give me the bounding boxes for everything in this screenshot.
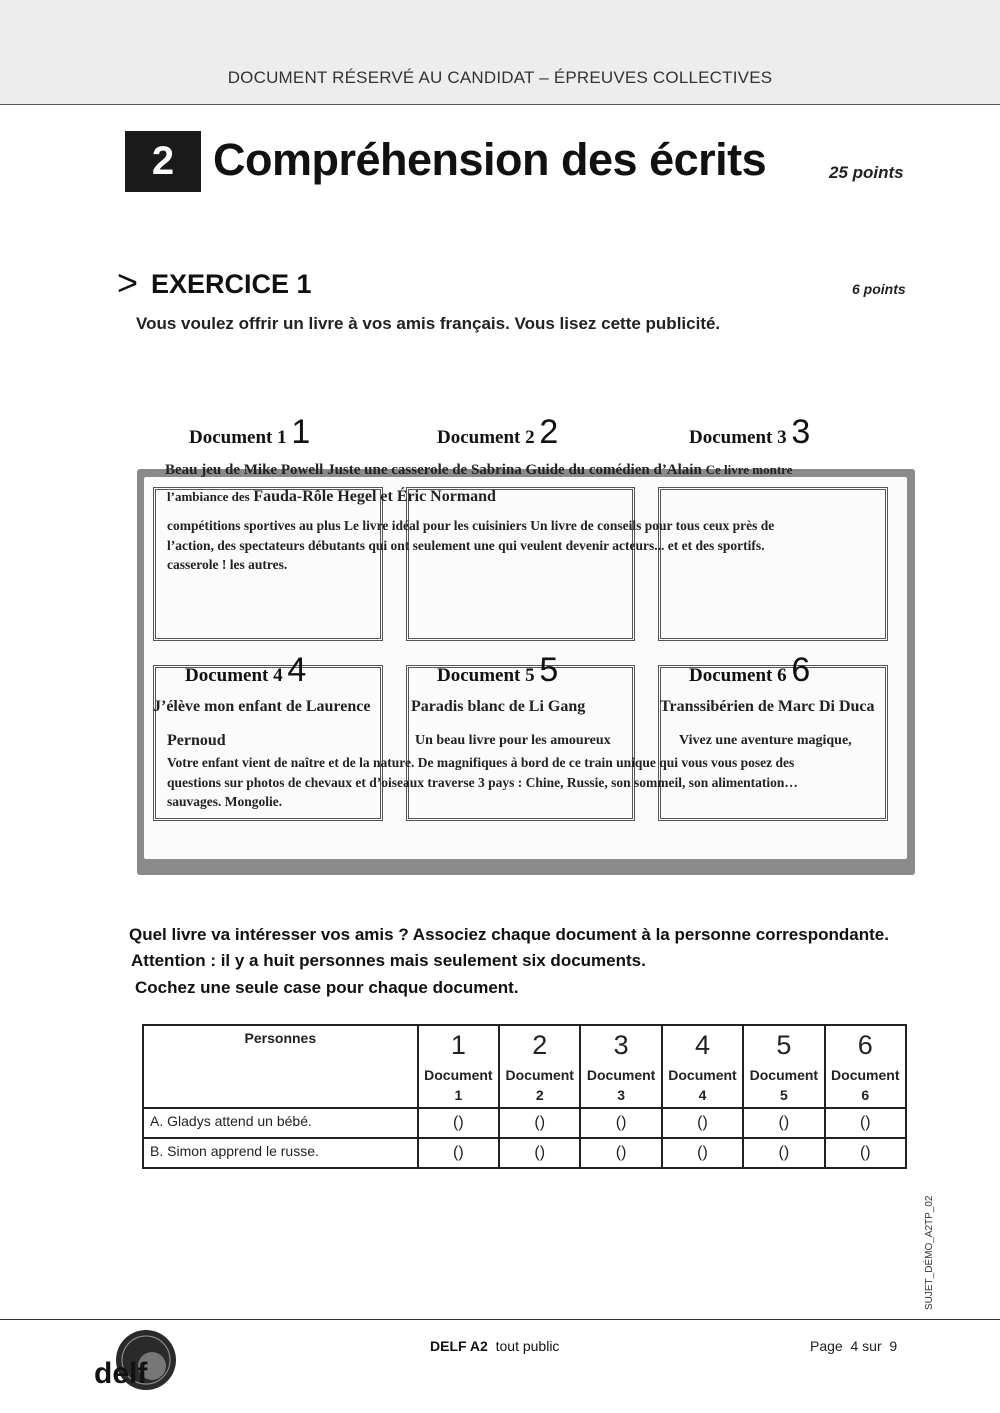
document-heading	[437, 651, 558, 690]
table-header-row	[143, 1025, 906, 1108]
document-code: SUJET_DÉMO_A2TP_02	[924, 1195, 935, 1310]
document-heading	[689, 651, 810, 690]
ad-text-line: l’action, des spectateurs débutants qui ont seulement une qui veulent devenir acteurs... et et des sportifs.	[167, 538, 765, 553]
answer-checkbox[interactable]: ()	[825, 1108, 906, 1138]
document-heading	[689, 413, 810, 452]
ad-text-line: compétitions sportives au plus Le livre idéal pour les cuisiniers Un livre de conseils pour tous ceux près de	[167, 518, 775, 533]
document-label: Document 6	[689, 665, 787, 686]
ad-doc4-title-cont: Pernoud	[167, 732, 226, 749]
ad-text-line: l’ambiance des Fauda-Rôle Hegel et Éric Normand	[167, 488, 496, 505]
document-box-3	[658, 487, 888, 641]
document-label: Document 5	[437, 665, 535, 686]
document-box-2	[406, 487, 635, 641]
document-heading	[437, 413, 558, 452]
ad-doc5-subtitle: Un beau livre pour les amoureux	[415, 733, 611, 748]
instruction-line-2: Attention : il y a huit personnes mais seulement six documents.	[131, 951, 646, 970]
ad-text-line: casserole ! les autres.	[167, 557, 288, 572]
ad-text-line: questions sur photos de chevaux et d’oiseaux traverse 3 pays : Chine, Russie, son sommeil, son alimentation…	[167, 775, 798, 790]
document-number: 3	[791, 413, 811, 451]
document-number: 2	[539, 413, 559, 451]
document-heading	[185, 651, 306, 690]
column-header: 4 Document 4	[662, 1025, 743, 1108]
persons-header: Personnes	[143, 1025, 418, 1108]
instruction-line-3: Cochez une seule case pour chaque document.	[135, 978, 519, 997]
exercise-points: 6 points	[852, 281, 906, 297]
answer-checkbox[interactable]: ()	[580, 1138, 661, 1168]
footer-page-number: Page 4 sur 9	[810, 1338, 898, 1354]
document-number: 1	[291, 413, 311, 451]
document-label: Document 3	[689, 427, 787, 448]
footer-divider	[0, 1319, 1000, 1320]
section-points: 25 points	[829, 163, 904, 182]
delf-logo	[94, 1326, 184, 1392]
answer-checkbox[interactable]: ()	[418, 1138, 499, 1168]
document-heading	[189, 413, 310, 452]
document-number: 5	[539, 651, 559, 689]
ad-doc5-title: Paradis blanc de Li Gang	[411, 698, 586, 715]
answer-checkbox[interactable]: ()	[743, 1138, 824, 1168]
document-number: 4	[287, 651, 307, 689]
answer-checkbox[interactable]: ()	[662, 1138, 743, 1168]
table-row	[143, 1108, 906, 1138]
section-title: Compréhension des écrits	[213, 134, 767, 185]
ad-doc4-title: J’élève mon enfant de Laurence	[153, 698, 371, 715]
ad-text-line: sauvages. Mongolie.	[167, 794, 283, 809]
column-header: 6 Document 6	[825, 1025, 906, 1108]
footer-exam: DELF A2 tout public	[430, 1338, 560, 1354]
person-label: B. Simon apprend le russe.	[143, 1138, 418, 1168]
instruction-line-1: Quel livre va intéresser vos amis ? Associez chaque document à la personne correspondante.	[129, 925, 889, 944]
logo-wordmark: delf	[94, 1357, 148, 1390]
answer-checkbox[interactable]: ()	[418, 1108, 499, 1138]
header-title: DOCUMENT RÉSERVÉ AU CANDIDAT – ÉPREUVES COLLECTIVES	[227, 68, 773, 87]
exercise-intro: Vous voulez offrir un livre à vos amis français. Vous lisez cette publicité.	[136, 314, 721, 333]
ad-doc6-title: Transsibérien de Marc Di Duca	[660, 698, 875, 715]
person-label: A. Gladys attend un bébé.	[143, 1108, 418, 1138]
document-number: 6	[791, 651, 811, 689]
answer-checkbox[interactable]: ()	[580, 1108, 661, 1138]
answer-checkbox[interactable]: ()	[499, 1138, 580, 1168]
answer-checkbox[interactable]: ()	[662, 1108, 743, 1138]
ad-text-line: Votre enfant vient de naître et de la nature. De magnifiques à bord de ce train unique qui vous vous posez des	[167, 755, 795, 770]
table-row	[143, 1138, 906, 1168]
section-number: 2	[125, 131, 201, 192]
document-label: Document 1	[189, 427, 287, 448]
column-header: 1 Document 1	[418, 1025, 499, 1108]
exercise-arrow-icon: >	[117, 262, 139, 303]
header-band	[0, 0, 1000, 105]
ad-doc6-subtitle: Vivez une aventure magique,	[679, 733, 852, 748]
answer-checkbox[interactable]: ()	[743, 1108, 824, 1138]
answer-table	[142, 1024, 907, 1169]
answer-checkbox[interactable]: ()	[825, 1138, 906, 1168]
column-header: 2 Document 2	[499, 1025, 580, 1108]
column-header: 5 Document 5	[743, 1025, 824, 1108]
answer-checkbox[interactable]: ()	[499, 1108, 580, 1138]
ad-text-line: Beau jeu de Mike Powell Juste une casserole de Sabrina Guide du comédien d’Alain Ce livre montre	[165, 462, 793, 478]
exercise-title: EXERCICE 1	[151, 269, 312, 299]
document-label: Document 4	[185, 665, 283, 686]
document-label: Document 2	[437, 427, 535, 448]
column-header: 3 Document 3	[580, 1025, 661, 1108]
